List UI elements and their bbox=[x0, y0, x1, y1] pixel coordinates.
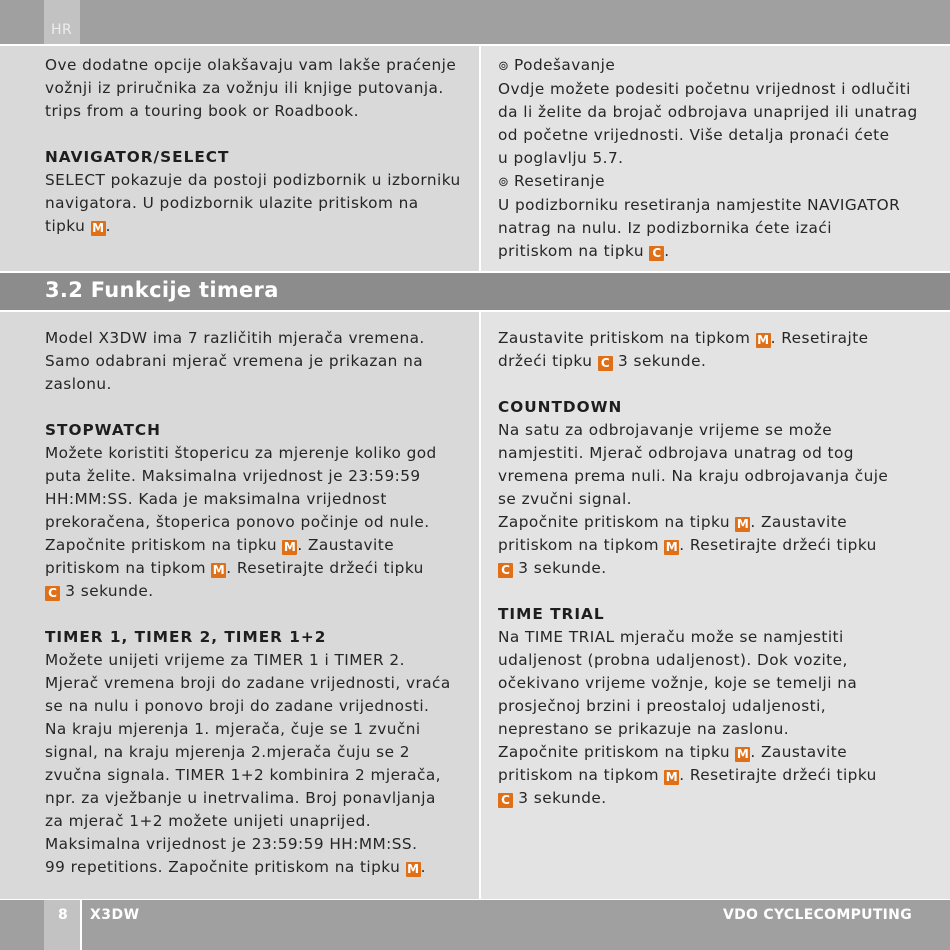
footer-brand: VDO CYCLECOMPUTING bbox=[722, 907, 912, 923]
timer-line: za mjerač 1+2 možete unijeti unaprijed. bbox=[45, 812, 372, 830]
countdown-line: se zvučni signal. bbox=[498, 490, 632, 508]
intro-line: Ove dodatne opcije olakšavaju vam lakše praćenje bbox=[45, 56, 457, 74]
top-right-text bbox=[498, 54, 938, 263]
navigator-heading: NAVIGATOR/SELECT bbox=[45, 148, 230, 166]
intro-line: vožnji iz priručnika za vožnju ili knjige putovanja. bbox=[45, 79, 444, 97]
c-key-icon: C bbox=[649, 246, 664, 261]
reset-line: natrag na nulu. Iz podizbornika ćete izaći bbox=[498, 219, 832, 237]
stopwatch-line: HH:MM:SS. Kada je maksimalna vrijednost bbox=[45, 490, 387, 508]
timetrial-start-line: Započnite pritiskom na tipku M . Zaustavite bbox=[498, 743, 848, 761]
footer-divider bbox=[80, 900, 82, 950]
m-key-icon: M bbox=[665, 770, 678, 784]
stopwatch-stop-line: pritiskom na tipkom M . Resetirajte držeći tipku bbox=[45, 559, 424, 577]
countdown-stop-line: pritiskom na tipkom M . Resetirajte držeći tipku bbox=[498, 536, 877, 554]
timer-last-line: 99 repetitions. Započnite pritiskom na tipku M . bbox=[45, 858, 426, 876]
timer-line: Na kraju mjerenja 1. mjerača, čuje se 1 zvučni bbox=[45, 720, 421, 738]
reset-line: pritiskom na tipku C . bbox=[498, 242, 670, 260]
timer-heading: TIMER 1, TIMER 2, TIMER 1+2 bbox=[45, 628, 327, 646]
c-key-icon: C bbox=[45, 586, 60, 601]
bullet-icon: ⊚ bbox=[498, 175, 510, 190]
m-key-icon: M bbox=[757, 333, 770, 347]
timer-line: Maksimalna vrijednost je 23:59:59 HH:MM:SS. bbox=[45, 835, 418, 853]
timer-line: Mjerač vremena broji do zadane vrijednosti, vraća bbox=[45, 674, 451, 692]
settings-title: ⊚ Podešavanje bbox=[498, 54, 938, 78]
m-key-icon: M bbox=[736, 517, 749, 531]
navigator-line: SELECT pokazuje da postoji podizbornik u izborniku bbox=[45, 171, 461, 189]
timer-line: Možete unijeti vrijeme za TIMER 1 i TIMER 2. bbox=[45, 651, 405, 669]
m-key-icon: M bbox=[92, 221, 105, 235]
reset-title: ⊚ Resetiranje bbox=[498, 170, 938, 194]
navigator-line: tipku M . bbox=[45, 217, 111, 235]
main-right-text bbox=[498, 327, 938, 810]
settings-line: da li želite da brojač odbrojava unaprijed ili unatrag bbox=[498, 103, 918, 121]
top-left-text bbox=[45, 54, 475, 238]
settings-line: od početne vrijednosti. Više detalja pronaći ćete bbox=[498, 126, 890, 144]
countdown-line: namjestiti. Mjerač odbrojava unatrag od tog bbox=[498, 444, 854, 462]
stopwatch-heading: STOPWATCH bbox=[45, 421, 161, 439]
language-label: HR bbox=[51, 22, 73, 38]
section-title: 3.2 Funkcije timera bbox=[45, 278, 279, 302]
c-key-icon: C bbox=[598, 356, 613, 371]
countdown-heading: COUNTDOWN bbox=[498, 398, 623, 416]
footer-model: X3DW bbox=[90, 907, 140, 923]
m-key-icon: M bbox=[283, 540, 296, 554]
timer-line: npr. za vježbanje u inetrvalima. Broj ponavljanja bbox=[45, 789, 436, 807]
stopwatch-reset-line: C 3 sekunde. bbox=[45, 580, 475, 603]
stopwatch-start-line: Započnite pritiskom na tipku M . Zaustavite bbox=[45, 536, 395, 554]
intro-line: zaslonu. bbox=[45, 375, 112, 393]
timer-line: se na nulu i ponovo broji do zadane vrijednosti. bbox=[45, 697, 430, 715]
m-key-icon: M bbox=[665, 540, 678, 554]
timetrial-line: udaljenost (probna udaljenost). Dok vozite, bbox=[498, 651, 848, 669]
stopwatch-line: Možete koristiti štopericu za mjerenje koliko god bbox=[45, 444, 437, 462]
timetrial-line: prosječnoj brzini i preostaloj udaljenosti, bbox=[498, 697, 827, 715]
page-number: 8 bbox=[58, 907, 68, 923]
timetrial-line: Na TIME TRIAL mjeraču može se namjestiti bbox=[498, 628, 844, 646]
timetrial-stop-line: pritiskom na tipkom M . Resetirajte držeći tipku bbox=[498, 766, 877, 784]
m-key-icon: M bbox=[407, 862, 420, 876]
stopwatch-line: prekoračena, štoperica ponovo počinje od nule. bbox=[45, 513, 430, 531]
timer-line: signal, na kraju mjerenja 2.mjerača čuju se 2 bbox=[45, 743, 410, 761]
bullet-icon: ⊚ bbox=[498, 59, 510, 74]
timetrial-reset-line: C 3 sekunde. bbox=[498, 787, 938, 810]
stop-line: Zaustavite pritiskom na tipkom M . Resetirajte bbox=[498, 329, 869, 347]
timetrial-line: očekivano vrijeme vožnje, koje se temelji na bbox=[498, 674, 858, 692]
navigator-line: navigatora. U podizbornik ulazite pritiskom na bbox=[45, 194, 419, 212]
timetrial-line: neprestano se prikazuje na zaslonu. bbox=[498, 720, 790, 738]
reset-line: U podizborniku resetiranja namjestite NAVIGATOR bbox=[498, 196, 901, 214]
intro-line: trips from a touring book or Roadbook. bbox=[45, 102, 359, 120]
settings-line: u poglavlju 5.7. bbox=[498, 149, 624, 167]
timetrial-heading: TIME TRIAL bbox=[498, 605, 605, 623]
countdown-start-line: Započnite pritiskom na tipku M . Zaustavite bbox=[498, 513, 848, 531]
intro-line: Samo odabrani mjerač vremena je prikazan na bbox=[45, 352, 424, 370]
m-key-icon: M bbox=[212, 563, 225, 577]
settings-line: Ovdje možete podesiti početnu vrijednost i odlučiti bbox=[498, 80, 911, 98]
main-left-text bbox=[45, 327, 475, 879]
intro-line: Model X3DW ima 7 različitih mjerača vremena. bbox=[45, 329, 425, 347]
timer-line: zvučna signala. TIMER 1+2 kombinira 2 mjerača, bbox=[45, 766, 441, 784]
top-bar bbox=[0, 0, 950, 44]
c-key-icon: C bbox=[498, 563, 513, 578]
c-key-icon: C bbox=[498, 793, 513, 808]
reset-line: držeći tipku C 3 sekunde. bbox=[498, 352, 707, 370]
m-key-icon: M bbox=[736, 747, 749, 761]
countdown-line: Na satu za odbrojavanje vrijeme se može bbox=[498, 421, 833, 439]
countdown-line: vremena prema nuli. Na kraju odbrojavanja čuje bbox=[498, 467, 889, 485]
countdown-reset-line: C 3 sekunde. bbox=[498, 557, 938, 580]
stopwatch-line: puta želite. Maksimalna vrijednost je 23:59:59 bbox=[45, 467, 421, 485]
